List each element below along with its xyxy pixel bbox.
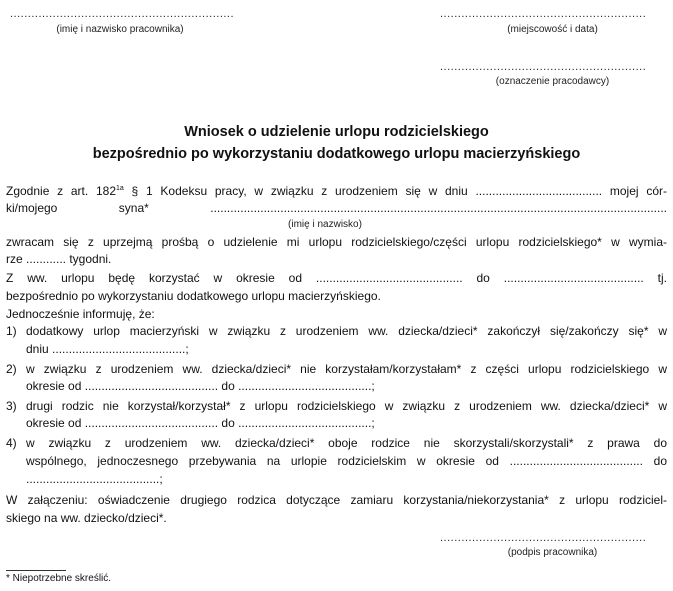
attachment-text-cont: skiego na ww. dziecko/dzieci*.: [6, 511, 167, 525]
employee-name-label: (imię i nazwisko pracownika): [56, 24, 184, 35]
employee-name-line: ...............................................................: [10, 8, 235, 20]
attachment-text: W załączeniu: oświadczenie drugiego rodzica dotyczące zamiaru korzystania/niekorzystania* z urlopu rodziciel-: [6, 493, 667, 507]
item1-date: dniu ........................................;: [26, 342, 189, 356]
paragraph-intro: [6, 184, 667, 199]
item1-number: 1): [6, 324, 17, 338]
intro-text-cont: § 1 Kodeksu pracy, w związku z urodzeniem się w dniu ...................................... mojej cór-: [123, 184, 667, 198]
child-name-label: (imię i nazwisko): [288, 219, 362, 230]
signature-line: ..........................................................: [440, 532, 647, 544]
item4-number: 4): [6, 436, 17, 450]
footnote-divider: [6, 570, 66, 571]
document-title-line2: bezpośrednio po wykorzystaniu dodatkowego urlopu macierzyńskiego: [92, 146, 581, 162]
place-date-label: (miejscowość i data): [507, 24, 598, 35]
document-title-line1: Wniosek o udzielenie urlopu rodzicielskiego: [184, 124, 489, 140]
item3-text: drugi rodzic nie korzystał/korzystał* z urlopu rodzicielskiego w związku z urodzeniem ww. dziecka/dzieci* w: [26, 399, 667, 413]
item3-period: okresie od ........................................ do ........................................;: [26, 416, 375, 430]
item4-text: w związku z urodzeniem ww. dziecka/dzieci* oboje rodzice nie skorzystali/skorzystali* z prawa do: [26, 436, 667, 450]
item3-number: 3): [6, 399, 17, 413]
paragraph-request: zwracam się z uprzejmą prośbą o udzielenie mi urlopu rodzicielskiego/części urlopu rodzicielskiego* w wymia-: [6, 235, 667, 249]
article-superscript: 1a: [116, 185, 124, 192]
footnote-text: * Niepotrzebne skreślić.: [6, 573, 112, 584]
paragraph-period: Z ww. urlopu będę korzystać w okresie od ............................................ do .......................................... tj.: [6, 271, 667, 285]
item4-text-cont: wspólnego, jednoczesnego przebywania na urlopie rodzicielskim w okresie od ........................................ do: [26, 454, 667, 468]
paragraph-child: ki/mojego syna* .........................................................................................................................................: [6, 201, 667, 215]
paragraph-weeks: rze ............ tygodni.: [6, 252, 112, 266]
employer-label: (oznaczenie pracodawcy): [495, 76, 610, 87]
paragraph-inform: Jednocześnie informuję, że:: [6, 307, 155, 321]
item2-text: w związku z urodzeniem ww. dziecka/dzieci* nie korzystałam/korzystałam* z części urlopu rodzicielskiego w: [26, 362, 667, 376]
item2-period: okresie od ........................................ do ........................................;: [26, 379, 375, 393]
item1-text: dodatkowy urlop macierzyński w związku z urodzeniem ww. dziecka/dzieci* zakończył się/zakończy się* w: [26, 324, 667, 338]
item4-date: ........................................;: [26, 472, 163, 486]
paragraph-after-leave: bezpośrednio po wykorzystaniu dodatkowego urlopu macierzyńskiego.: [6, 289, 381, 303]
employer-line: ..........................................................: [440, 61, 647, 73]
place-date-line: ..........................................................: [440, 8, 647, 20]
signature-label: (podpis pracownika): [507, 547, 598, 558]
item2-number: 2): [6, 362, 17, 376]
intro-text: Zgodnie z art. 182: [6, 184, 116, 198]
